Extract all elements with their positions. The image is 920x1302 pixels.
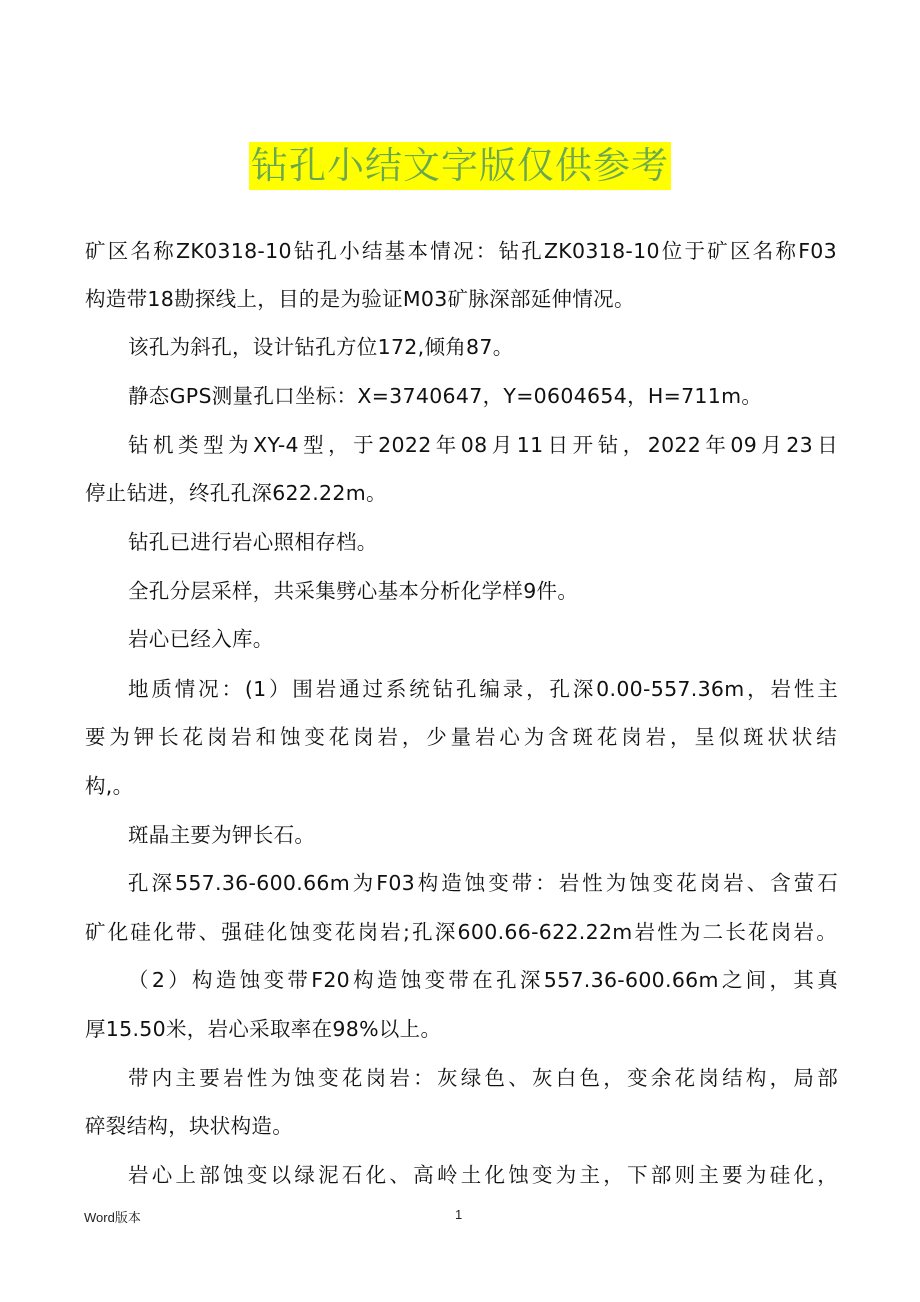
text-line: 厚15.50米，岩心采取率在98%以上。 bbox=[85, 1017, 442, 1041]
text-line: 岩心上部蚀变以绿泥石化、高岭土化蚀变为主，下部则主要为硅化， bbox=[128, 1163, 838, 1187]
text-line: 岩心已经入库。 bbox=[128, 627, 274, 651]
text-line: 矿化硅化带、强硅化蚀变花岗岩;孔深600.66-622.22m岩性为二长花岗岩。 bbox=[85, 920, 837, 944]
text-line: 静态GPS测量孔口坐标：X=3740647，Y=0604654，H=711m。 bbox=[128, 384, 763, 408]
text-line: 停止钻进，终孔孔深622.22m。 bbox=[85, 481, 387, 505]
footer-label: Word版本 bbox=[84, 1210, 141, 1225]
text-line: 钻孔已进行岩心照相存档。 bbox=[128, 530, 378, 554]
text-line: （2）构造蚀变带F20构造蚀变带在孔深557.36-600.66m之间，其真 bbox=[128, 968, 838, 992]
text-line: 斑晶主要为钾长石。 bbox=[128, 823, 316, 847]
text-line: 孔深557.36-600.66m为F03构造蚀变带：岩性为蚀变花岗岩、含萤石 bbox=[128, 871, 838, 895]
text-line: 钻机类型为XY-4型，于2022年08月11日开钻，2022年09月23日 bbox=[128, 433, 838, 457]
text-line: 矿区名称ZK0318-10钻孔小结基本情况：钻孔ZK0318-10位于矿区名称F03 bbox=[85, 239, 837, 263]
text-line: 构,。 bbox=[85, 774, 134, 798]
document-title: 钻孔小结文字版仅供参考 bbox=[249, 142, 671, 190]
text-line: 带内主要岩性为蚀变花岗岩：灰绿色、灰白色，变余花岗结构，局部 bbox=[128, 1066, 838, 1090]
text-line: 碎裂结构，块状构造。 bbox=[85, 1114, 293, 1138]
text-line: 要为钾长花岗岩和蚀变花岗岩，少量岩心为含斑花岗岩，呈似斑状状结 bbox=[85, 725, 837, 749]
title-container bbox=[0, 142, 920, 190]
text-line: 该孔为斜孔，设计钻孔方位172,倾角87。 bbox=[128, 335, 514, 359]
page-number: 1 bbox=[455, 1207, 463, 1222]
text-line: 构造带18勘探线上，目的是为验证M03矿脉深部延伸情况。 bbox=[85, 287, 635, 311]
text-line: 地质情况：(1）围岩通过系统钻孔编录，孔深0.00-557.36m，岩性主 bbox=[128, 677, 838, 701]
text-line: 全孔分层采样，共采集劈心基本分析化学样9件。 bbox=[128, 579, 579, 603]
